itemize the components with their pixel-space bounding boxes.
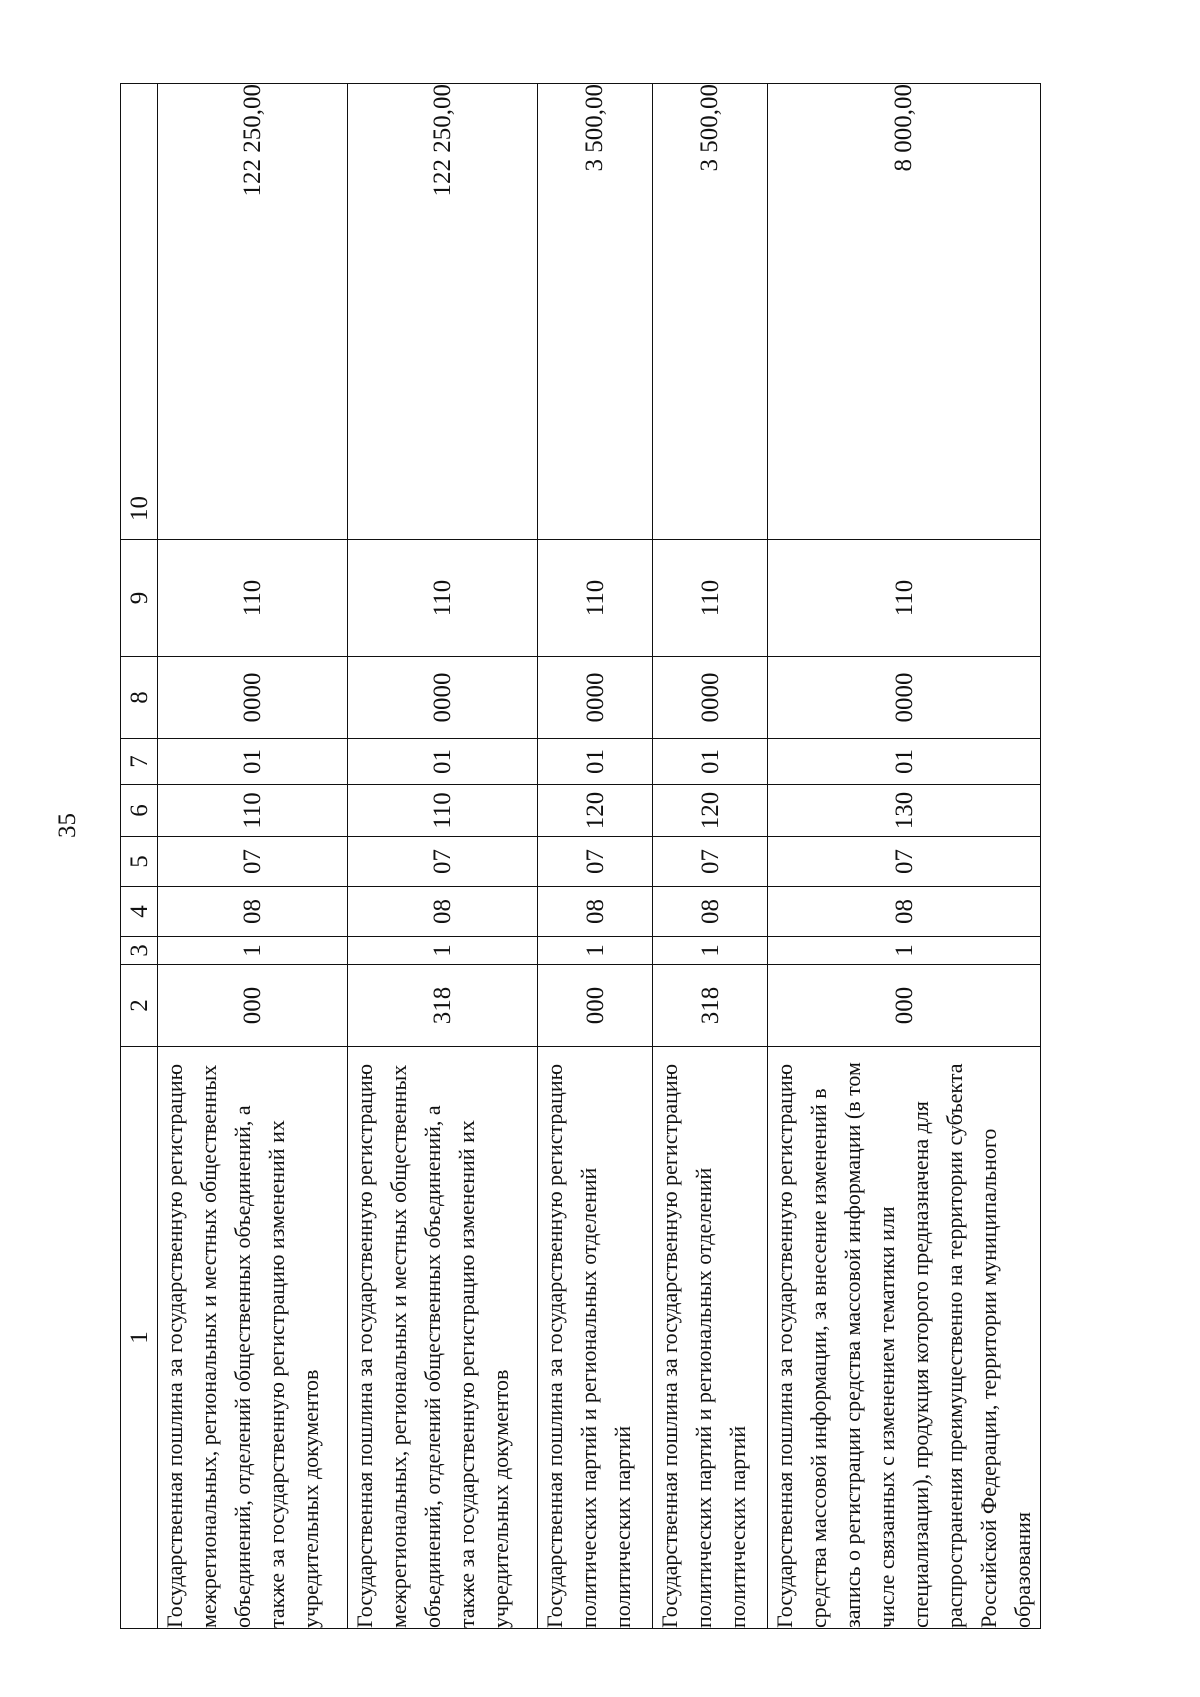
cell-col-7: 01 <box>653 739 768 785</box>
cell-col-4: 08 <box>158 887 348 937</box>
header-col-7: 7 <box>121 739 158 785</box>
cell-col-7: 01 <box>538 739 653 785</box>
cell-col-8: 0000 <box>348 657 538 739</box>
header-col-10: 10 <box>121 84 158 540</box>
cell-col-4: 08 <box>768 887 1041 937</box>
row-description: Государственная пошлина за государственную регистрацию политических партий и региональных отделений политических партий <box>538 1047 653 1629</box>
cell-col-2: 000 <box>538 965 653 1047</box>
cell-col-6: 130 <box>768 785 1041 837</box>
cell-amount: 3 500,00 <box>538 84 653 540</box>
table-row <box>653 84 768 1629</box>
table-row <box>538 84 653 1629</box>
cell-col-5: 07 <box>768 837 1041 887</box>
table-row <box>768 84 1041 1629</box>
row-description: Государственная пошлина за государственную регистрацию средства массовой информации, за внесение изменений в запись о регистрации средства массовой информации (в том числе связанных с изменением тематики или специализации), продукция которого предназначена для распространения преимущественно на территории субъекта Российской Федерации, территории муниципального образования <box>768 1047 1041 1629</box>
header-col-4: 4 <box>121 887 158 937</box>
cell-col-5: 07 <box>653 837 768 887</box>
table-header-row <box>121 84 158 1629</box>
cell-col-9: 110 <box>768 540 1041 657</box>
cell-col-6: 120 <box>538 785 653 837</box>
cell-col-3: 1 <box>653 937 768 965</box>
cell-col-2: 318 <box>348 965 538 1047</box>
cell-amount: 122 250,00 <box>158 84 348 540</box>
row-description: Государственная пошлина за государственную регистрацию политических партий и региональных отделений политических партий <box>653 1047 768 1629</box>
row-description: Государственная пошлина за государственную регистрацию межрегиональных, региональных и местных общественных объединений, отделений общественных объединений, а также за государственную регистрацию изменений их учредительных документов <box>348 1047 538 1629</box>
cell-amount: 8 000,00 <box>768 84 1041 540</box>
cell-col-6: 110 <box>348 785 538 837</box>
cell-col-3: 1 <box>158 937 348 965</box>
header-col-9: 9 <box>121 540 158 657</box>
table-row <box>158 84 348 1629</box>
cell-col-4: 08 <box>348 887 538 937</box>
budget-revenue-table <box>120 83 1041 1629</box>
budget-table-rotated <box>120 84 1038 1629</box>
cell-col-3: 1 <box>348 937 538 965</box>
cell-col-6: 120 <box>653 785 768 837</box>
cell-col-8: 0000 <box>768 657 1041 739</box>
cell-col-5: 07 <box>538 837 653 887</box>
cell-col-5: 07 <box>348 837 538 887</box>
cell-col-6: 110 <box>158 785 348 837</box>
cell-col-9: 110 <box>348 540 538 657</box>
header-col-1: 1 <box>121 1047 158 1629</box>
cell-col-9: 110 <box>158 540 348 657</box>
header-col-8: 8 <box>121 657 158 739</box>
cell-col-7: 01 <box>768 739 1041 785</box>
cell-amount: 122 250,00 <box>348 84 538 540</box>
cell-amount: 3 500,00 <box>653 84 768 540</box>
cell-col-2: 000 <box>768 965 1041 1047</box>
cell-col-2: 000 <box>158 965 348 1047</box>
header-col-6: 6 <box>121 785 158 837</box>
cell-col-5: 07 <box>158 837 348 887</box>
cell-col-8: 0000 <box>158 657 348 739</box>
cell-col-2: 318 <box>653 965 768 1047</box>
cell-col-4: 08 <box>538 887 653 937</box>
table-row <box>348 84 538 1629</box>
cell-col-3: 1 <box>768 937 1041 965</box>
cell-col-8: 0000 <box>538 657 653 739</box>
header-col-5: 5 <box>121 837 158 887</box>
header-col-3: 3 <box>121 937 158 965</box>
row-description: Государственная пошлина за государственную регистрацию межрегиональных, региональных и местных общественных объединений, отделений общественных объединений, а также за государственную регистрацию изменений их учредительных документов <box>158 1047 348 1629</box>
cell-col-9: 110 <box>538 540 653 657</box>
page-number: 35 <box>54 813 81 838</box>
cell-col-7: 01 <box>348 739 538 785</box>
cell-col-8: 0000 <box>653 657 768 739</box>
cell-col-4: 08 <box>653 887 768 937</box>
cell-col-3: 1 <box>538 937 653 965</box>
cell-col-9: 110 <box>653 540 768 657</box>
header-col-2: 2 <box>121 965 158 1047</box>
cell-col-7: 01 <box>158 739 348 785</box>
